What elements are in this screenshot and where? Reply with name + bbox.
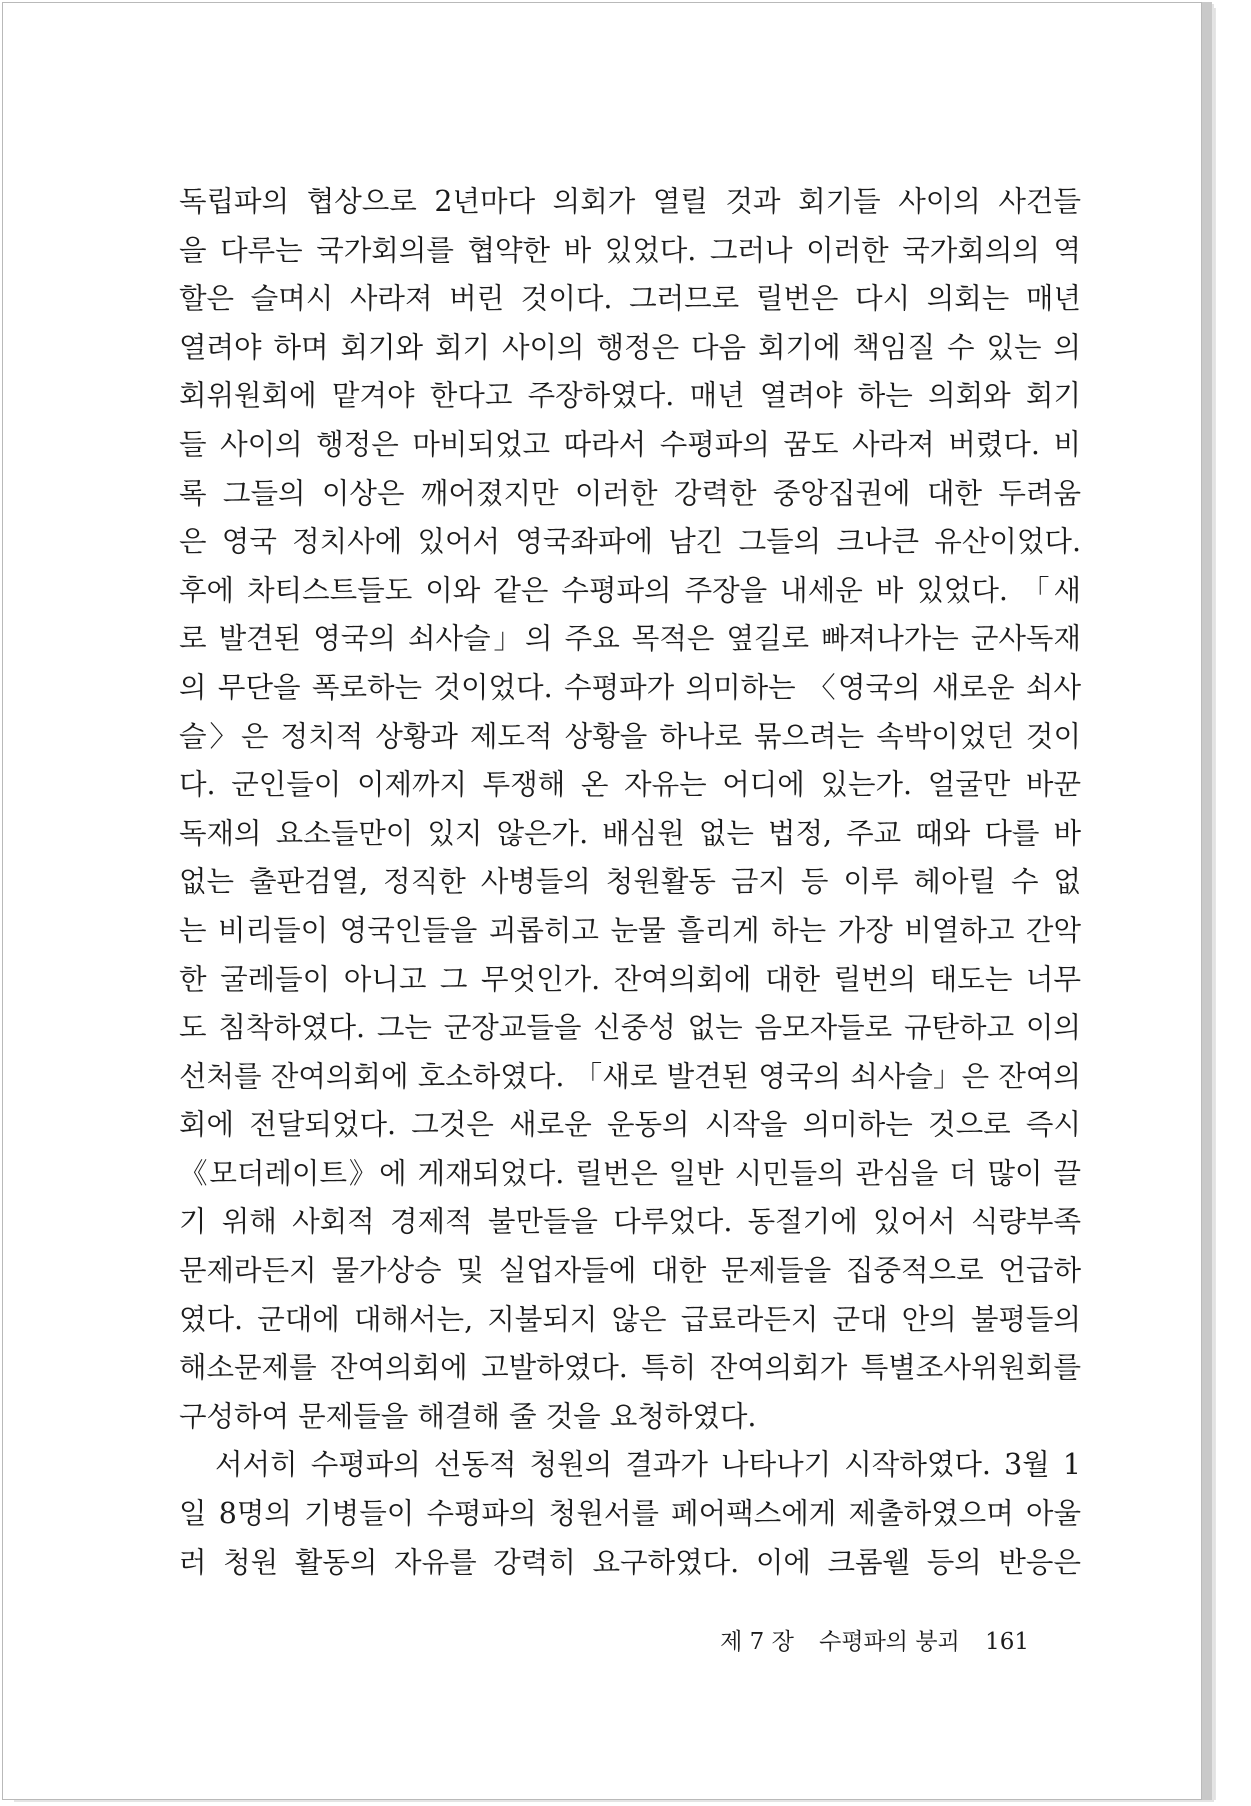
body-text	[179, 178, 1081, 1587]
text-line: 러 청원 활동의 자유를 강력히 요구하였다. 이에 크롬웰 등의 반응은	[179, 1545, 1081, 1579]
text-line: 들 사이의 행정은 마비되었고 따라서 수평파의 꿈도 사라져 버렸다. 비	[179, 427, 1081, 461]
text-line: 일 8명의 기병들이 수평파의 청원서를 페어팩스에게 제출하였으며 아울	[179, 1497, 1081, 1531]
text-line: 후에 차티스트들도 이와 같은 수평파의 주장을 내세운 바 있었다. 「새	[179, 573, 1081, 607]
text-line: 로 발견된 영국의 쇠사슬」의 주요 목적은 옆길로 빠져나가는 군사독재	[179, 622, 1081, 656]
book-page	[2, 2, 1202, 1800]
text-line: 열려야 하며 회기와 회기 사이의 행정은 다음 회기에 책임질 수 있는 의	[179, 330, 1081, 364]
text-line: 회에 전달되었다. 그것은 새로운 운동의 시작을 의미하는 것으로 즉시	[179, 1108, 1081, 1142]
text-line: 회위원회에 맡겨야 한다고 주장하였다. 매년 열려야 하는 의회와 회기	[179, 379, 1081, 413]
text-line: 다. 군인들이 이제까지 투쟁해 온 자유는 어디에 있는가. 얼굴만 바꾼	[179, 768, 1081, 802]
footer-chapter: 제 7 장	[720, 1629, 794, 1655]
text-line: 의 무단을 폭로하는 것이었다. 수평파가 의미하는 〈영국의 새로운 쇠사	[179, 670, 1081, 704]
text-line: 은 영국 정치사에 있어서 영국좌파에 남긴 그들의 크나큰 유산이었다.	[179, 525, 1081, 559]
text-line: 독재의 요소들만이 있지 않은가. 배심원 없는 법정, 주교 때와 다를 바	[179, 816, 1081, 850]
text-line: 였다. 군대에 대해서는, 지불되지 않은 급료라든지 군대 안의 불평들의	[179, 1302, 1081, 1336]
footer-title: 수평파의 붕괴	[819, 1629, 960, 1655]
text-line: 문제라든지 물가상승 및 실업자들에 대한 문제들을 집중적으로 언급하	[179, 1254, 1081, 1288]
text-line-paragraph-start: 서서히 수평파의 선동적 청원의 결과가 나타나기 시작하였다. 3월 1	[215, 1448, 1081, 1482]
text-line: 록 그들의 이상은 깨어졌지만 이러한 강력한 중앙집권에 대한 두려움	[179, 476, 1081, 510]
text-line: 도 침착하였다. 그는 군장교들을 신중성 없는 음모자들로 규탄하고 이의	[179, 1011, 1081, 1045]
text-line: 선처를 잔여의회에 호소하였다. 「새로 발견된 영국의 쇠사슬」은 잔여의	[179, 1059, 1081, 1093]
text-line: 없는 출판검열, 정직한 사병들의 청원활동 금지 등 이루 헤아릴 수 없	[179, 865, 1081, 899]
text-line: 한 굴레들이 아니고 그 무엇인가. 잔여의회에 대한 릴번의 태도는 너무	[179, 962, 1081, 996]
text-line: 독립파의 협상으로 2년마다 의회가 열릴 것과 회기들 사이의 사건들	[179, 185, 1081, 218]
text-line: 을 다루는 국가회의를 협약한 바 있었다. 그러나 이러한 국가회의의 역	[179, 233, 1081, 267]
page-edge-shadow	[1206, 8, 1216, 1800]
text-line: 는 비리들이 영국인들을 괴롭히고 눈물 흘리게 하는 가장 비열하고 간악	[179, 913, 1081, 947]
text-line: 슬〉은 정치적 상황과 제도적 상황을 하나로 묶으려는 속박이었던 것이	[179, 719, 1081, 753]
text-line: 《모더레이트》에 게재되었다. 릴번은 일반 시민들의 관심을 더 많이 끌	[179, 1156, 1081, 1190]
page-number: 161	[985, 1629, 1029, 1655]
text-line: 기 위해 사회적 경제적 불만들을 다루었다. 동절기에 있어서 식량부족	[179, 1205, 1081, 1239]
running-footer	[720, 1623, 1029, 1656]
text-line: 구성하여 문제들을 해결해 줄 것을 요청하였다.	[179, 1399, 757, 1433]
text-line: 할은 슬며시 사라져 버린 것이다. 그러므로 릴번은 다시 의회는 매년	[179, 282, 1081, 316]
text-line: 해소문제를 잔여의회에 고발하였다. 특히 잔여의회가 특별조사위원회를	[179, 1351, 1081, 1385]
